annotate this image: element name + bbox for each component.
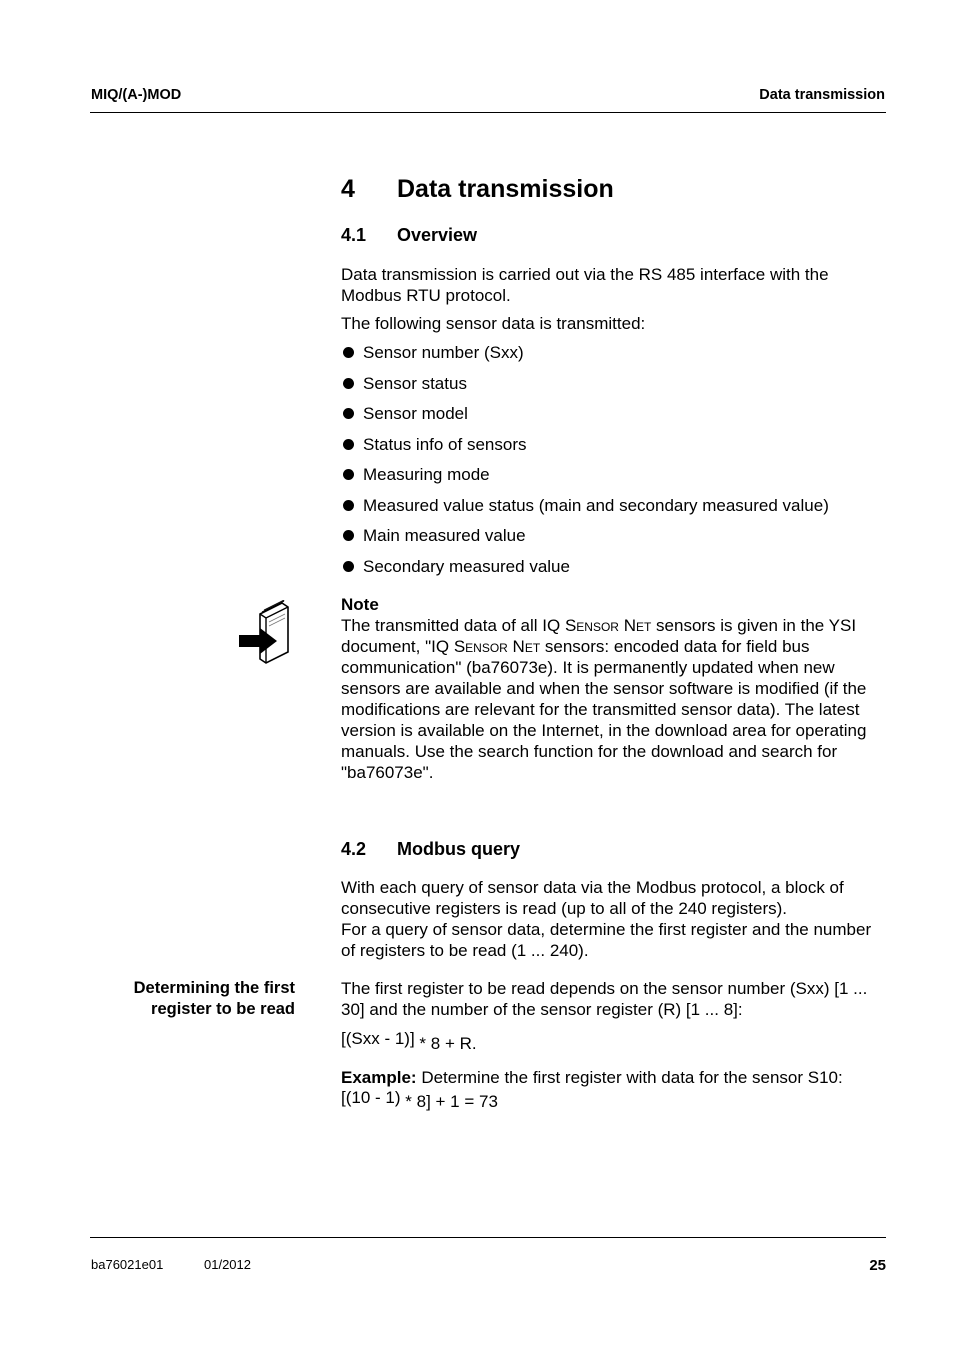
page-number: 25	[869, 1257, 886, 1274]
list-item: Status info of sensors	[341, 434, 829, 465]
list-item: Main measured value	[341, 525, 829, 556]
transmitted-intro: The following sensor data is transmitted:	[341, 314, 646, 333]
section-title: Overview	[397, 225, 478, 245]
section-title: Modbus query	[397, 839, 521, 859]
modbus-query-paragraph-2: For a query of sensor data, determine the first register and the number of registers to be read (1 ... 240).	[341, 920, 872, 960]
overview-paragraph: Data transmission is carried out via the RS 485 interface with the Modbus RTU protocol.	[341, 265, 829, 305]
footer-doc-number: ba76021e01	[91, 1257, 164, 1272]
list-item: Sensor number (Sxx)	[341, 342, 829, 373]
note-text: The transmitted data of all IQ Sensor Net sensors is given in the YSI document, "IQ Sensor Net sensors: encoded data for field bus communication" (ba76073e). It is permanently updated when new sensors are available and when the sensor software is modified (if the modifications are relevant for the transmitted sensor data). The latest version is available on the Internet, in the download area for operating manuals. Use the search function for the download and search for "ba76073e".	[341, 616, 867, 782]
list-item: Measuring mode	[341, 464, 829, 495]
list-item: Measured value status (main and secondary measured value)	[341, 495, 829, 526]
footer-date: 01/2012	[204, 1257, 251, 1272]
header-section-title: Data transmission	[759, 87, 885, 103]
chapter-number: 4	[341, 175, 355, 203]
example-line: Example: Determine the first register with data for the sensor S10:	[341, 1068, 843, 1087]
first-register-paragraph: The first register to be read depends on the sensor number (Sxx) [1 ... 30] and the number of the sensor register (R) [1 ... 8]:	[341, 979, 868, 1019]
footer-rule	[90, 1237, 886, 1238]
side-heading: Determining the first register to be read	[133, 979, 295, 1018]
section-number: 4.2	[341, 839, 367, 859]
header-rule	[90, 112, 886, 113]
list-item: Sensor status	[341, 373, 829, 404]
modbus-query-paragraph: With each query of sensor data via the Modbus protocol, a block of consecutive registers is read (up to all of the 240 registers).	[341, 878, 844, 918]
list-item: Sensor model	[341, 403, 829, 434]
book-reference-icon	[236, 600, 298, 668]
example-formula: [(10 - 1) * 8] + 1 = 73	[341, 1088, 498, 1111]
section-number: 4.1	[341, 225, 367, 245]
sensor-data-list	[341, 342, 829, 586]
header-doc-title: MIQ/(A-)MOD	[91, 87, 182, 103]
register-formula: [(Sxx - 1)] * 8 + R.	[341, 1029, 477, 1053]
note-title: Note	[341, 595, 379, 614]
chapter-title: Data transmission	[397, 175, 614, 203]
list-item: Secondary measured value	[341, 556, 829, 587]
